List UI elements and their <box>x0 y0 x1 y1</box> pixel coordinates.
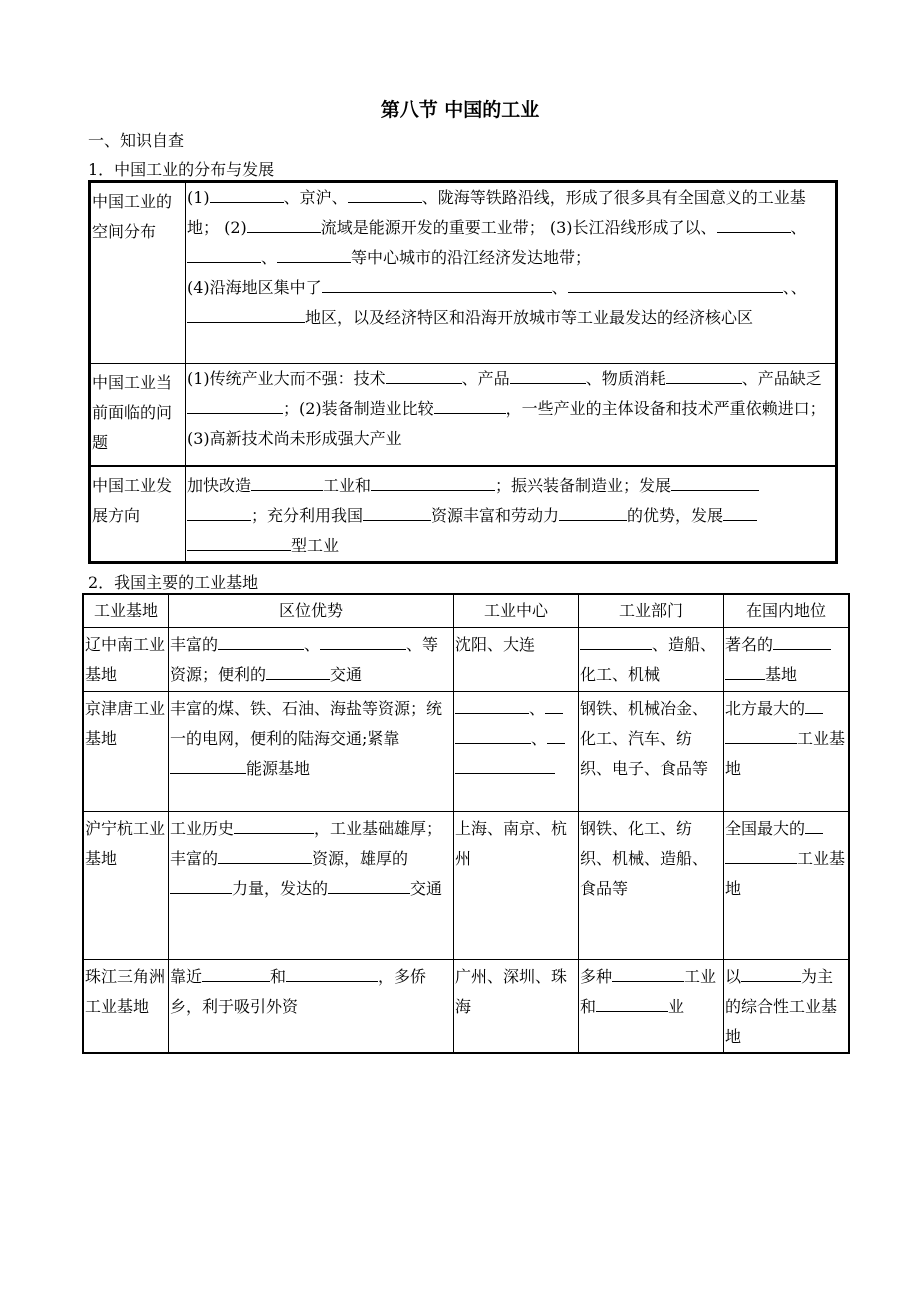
row-label: 中国工业发展方向 <box>90 466 186 563</box>
text-span: (4)沿海地区集中了 <box>187 278 322 297</box>
text-span: 基地 <box>765 665 798 684</box>
text-span: 、 <box>529 699 546 718</box>
fill-blank[interactable] <box>234 815 314 834</box>
text-span: 以 <box>725 967 742 986</box>
section-heading: 一、知识自查 <box>88 131 185 150</box>
industrial-center: 广州、深圳、珠海 <box>454 960 579 1054</box>
fill-blank[interactable] <box>671 472 759 491</box>
column-header: 工业部门 <box>579 594 724 628</box>
location-advantage <box>169 960 454 1054</box>
base-name: 京津唐工业基地 <box>83 692 169 812</box>
text-span: 靠近 <box>170 967 203 986</box>
text-span: 型工业 <box>291 535 340 555</box>
location-advantage <box>169 628 454 692</box>
fill-blank[interactable] <box>320 631 406 650</box>
fill-blank[interactable] <box>773 631 831 650</box>
fill-blank[interactable] <box>266 661 330 680</box>
table-header-row <box>83 594 849 628</box>
table-row <box>83 812 849 960</box>
fill-blank[interactable] <box>187 304 305 323</box>
fill-blank[interactable] <box>596 993 668 1012</box>
text-span: 地区，以及经济特区和沿海开放城市等工业最发达的经济核心区 <box>305 308 754 327</box>
fill-blank[interactable] <box>170 755 246 774</box>
fill-blank[interactable] <box>348 184 422 203</box>
text-span: 和 <box>270 967 287 986</box>
text-span: 工业和 <box>323 475 372 495</box>
fill-blank[interactable] <box>805 695 823 714</box>
fill-blank[interactable] <box>371 472 495 491</box>
fill-blank[interactable] <box>187 244 261 263</box>
fill-blank[interactable] <box>612 963 684 982</box>
column-header: 工业中心 <box>454 594 579 628</box>
row-content <box>186 466 837 563</box>
text-span: 、产品 <box>461 369 510 388</box>
text-span: 加快改造 <box>187 475 252 495</box>
national-status <box>724 628 850 692</box>
fill-blank[interactable] <box>547 725 565 744</box>
industry-distribution-table <box>88 180 838 564</box>
fill-blank[interactable] <box>247 214 321 233</box>
national-status <box>724 812 850 960</box>
text-span: 丰富的煤、铁、石油、海盐等资源；统一的电网，便利的陆海交通;紧靠 <box>170 699 443 748</box>
text-span: 著名的 <box>725 635 774 654</box>
fill-blank[interactable] <box>545 695 563 714</box>
fill-blank[interactable] <box>559 502 627 521</box>
text-span: 业 <box>668 997 685 1016</box>
page-title: 第八节 中国的工业 <box>380 99 540 121</box>
text-span: 、京沪、 <box>283 188 348 207</box>
base-name: 辽中南工业基地 <box>83 628 169 692</box>
national-status <box>724 960 850 1054</box>
row-label: 中国工业的空间分布 <box>90 182 186 364</box>
industrial-sectors <box>579 628 724 692</box>
fill-blank[interactable] <box>251 472 323 491</box>
text-span: 能源基地 <box>246 759 311 778</box>
text-span: 丰富的 <box>170 635 219 654</box>
fill-blank[interactable] <box>187 532 291 551</box>
fill-blank[interactable] <box>322 274 552 293</box>
subsection-heading-2: 2．我国主要的工业基地 <box>88 573 259 592</box>
text-span: 、等资源；便利的 <box>170 635 439 684</box>
fill-blank[interactable] <box>202 963 270 982</box>
text-span: (1)传统产业大而不强：技术 <box>187 369 386 388</box>
text-span: 资源，雄厚的 <box>312 849 409 868</box>
column-header: 在国内地位 <box>724 594 850 628</box>
fill-blank[interactable] <box>805 815 823 834</box>
text-span: 、造船、化工、机械 <box>580 635 717 684</box>
fill-blank[interactable] <box>286 963 378 982</box>
fill-blank[interactable] <box>170 875 232 894</box>
text-span: 、产品缺乏 <box>741 369 822 388</box>
table-row <box>83 628 849 692</box>
table-row <box>90 466 837 563</box>
text-span: 、 <box>261 248 278 267</box>
fill-blank[interactable] <box>363 502 431 521</box>
industrial-sectors <box>579 960 724 1054</box>
national-status <box>724 692 850 812</box>
text-span: ；振兴装备制造业；发展 <box>495 475 672 495</box>
fill-blank[interactable] <box>210 184 284 203</box>
text-span: 全国最大的 <box>725 819 806 838</box>
fill-blank[interactable] <box>386 365 462 384</box>
location-advantage <box>169 692 454 812</box>
fill-blank[interactable] <box>277 244 351 263</box>
industrial-center: 沈阳、大连 <box>454 628 579 692</box>
text-span: ，一些产业的主体设备和技术严重依赖进口；(3)高新技术尚未形成强大产业 <box>187 399 826 448</box>
fill-blank[interactable] <box>455 755 555 774</box>
fill-blank[interactable] <box>187 395 283 414</box>
text-span: ；(2)装备制造业比较 <box>283 399 434 418</box>
table-row <box>83 692 849 812</box>
fill-blank[interactable] <box>741 963 801 982</box>
text-span: 、 <box>790 218 807 237</box>
text-span: 工业基地 <box>725 849 846 898</box>
industrial-bases-table <box>82 593 850 1054</box>
text-span: ，多侨乡，利于吸引外资 <box>170 967 427 1016</box>
industrial-center <box>454 692 579 812</box>
text-span: 为主的综合性工业基地 <box>725 967 838 1046</box>
text-span: 、 <box>551 278 568 297</box>
fill-blank[interactable] <box>725 845 797 864</box>
fill-blank[interactable] <box>455 725 531 744</box>
text-span: 等中心城市的沿江经济发达地带； <box>351 248 592 267</box>
industrial-sectors: 钢铁、化工、纺织、机械、造船、食品等 <box>579 812 724 960</box>
text-span: ，工业基础雄厚；丰富的 <box>170 819 443 868</box>
fill-blank[interactable] <box>725 661 765 680</box>
text-span: 工业历史 <box>170 819 235 838</box>
row-content <box>186 182 837 364</box>
row-content <box>186 364 837 466</box>
row-label: 中国工业当前面临的问题 <box>90 364 186 466</box>
fill-blank[interactable] <box>218 845 312 864</box>
text-span: 的优势，发展 <box>627 505 724 525</box>
fill-blank[interactable] <box>328 875 410 894</box>
text-span: 工业基地 <box>725 729 846 778</box>
column-header: 工业基地 <box>83 594 169 628</box>
fill-blank[interactable] <box>725 725 797 744</box>
fill-blank[interactable] <box>717 214 791 233</box>
text-span: 工业和 <box>580 967 717 1016</box>
text-span: 、 <box>304 635 321 654</box>
fill-blank[interactable] <box>455 695 529 714</box>
text-span: ；充分利用我国 <box>251 505 364 525</box>
fill-blank[interactable] <box>434 395 506 414</box>
table-row <box>90 364 837 466</box>
text-span: 交通 <box>410 879 443 898</box>
base-name: 沪宁杭工业基地 <box>83 812 169 960</box>
fill-blank[interactable] <box>723 502 757 521</box>
fill-blank[interactable] <box>187 502 251 521</box>
table-row <box>90 182 837 364</box>
text-span: 流域是能源开发的重要工业带； (3)长江沿线形成了以、 <box>320 218 717 237</box>
table-row <box>83 960 849 1054</box>
text-span: 力量，发达的 <box>232 879 329 898</box>
text-span: 北方最大的 <box>725 699 806 718</box>
text-span: 资源丰富和劳动力 <box>431 505 560 525</box>
text-span: 、陇海等铁路沿线，形成了很多具有全国意义的工业基地； (2) <box>187 188 806 237</box>
text-span: 多种 <box>580 967 613 986</box>
text-span: 、物质消耗 <box>585 369 666 388</box>
base-name: 珠江三角洲工业基地 <box>83 960 169 1054</box>
column-header: 区位优势 <box>169 594 454 628</box>
text-span: 、 <box>531 729 548 748</box>
location-advantage <box>169 812 454 960</box>
text-span: (1) <box>187 188 210 207</box>
fill-blank[interactable] <box>666 365 742 384</box>
fill-blank[interactable] <box>580 631 652 650</box>
fill-blank[interactable] <box>568 274 783 293</box>
fill-blank[interactable] <box>510 365 586 384</box>
industrial-sectors: 钢铁、机械冶金、化工、汽车、纺织、电子、食品等 <box>579 692 724 812</box>
industrial-center: 上海、南京、杭州 <box>454 812 579 960</box>
text-span: 交通 <box>330 665 363 684</box>
text-span: 、、 <box>782 278 807 297</box>
subsection-heading-1: 1．中国工业的分布与发展 <box>88 160 275 179</box>
fill-blank[interactable] <box>218 631 304 650</box>
